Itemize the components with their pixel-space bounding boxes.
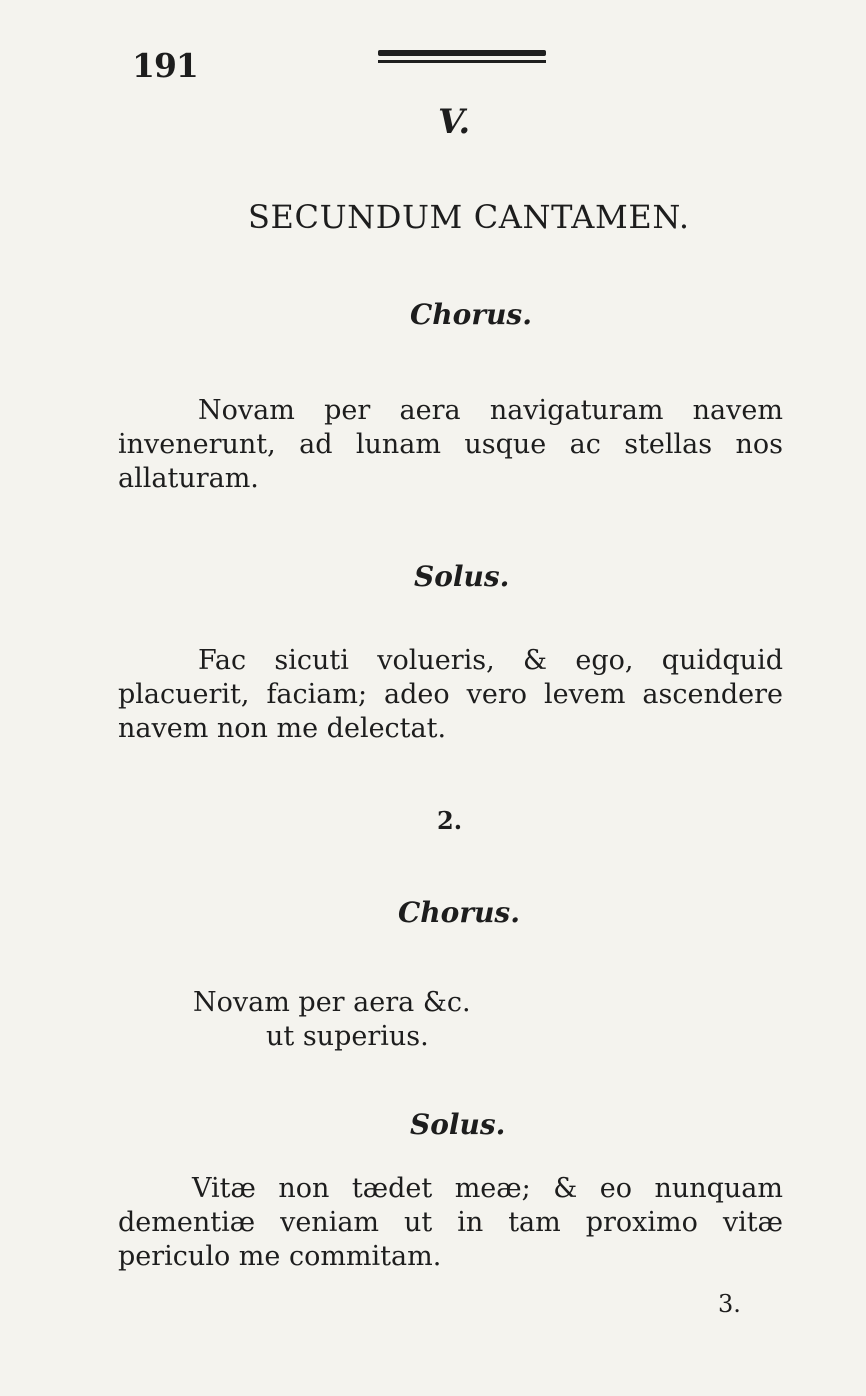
speaker-heading-chorus-1: Chorus. xyxy=(410,298,532,331)
speaker-heading-solus-1: Solus. xyxy=(414,560,510,593)
speaker-heading-chorus-2: Chorus. xyxy=(398,896,520,929)
page-title: SECUNDUM CANTAMEN. xyxy=(248,198,690,236)
verse-line-1: Novam per aera &c. xyxy=(193,987,471,1018)
page-number: 191 xyxy=(132,46,198,85)
catchword: 3. xyxy=(718,1290,741,1318)
header-rule xyxy=(378,50,546,56)
verse-paragraph-3: Vitæ non tædet meæ; & eo nunquam dementiæ veniam ut in tam proximo vitæ periculo me commitam. xyxy=(118,1173,783,1272)
section-numeral: V. xyxy=(438,102,471,142)
verse-paragraph-1: Novam per aera navigaturam navem invenerunt, ad lunam usque ac stellas nos allaturam. xyxy=(118,395,783,494)
verse-line-2: ut superius. xyxy=(266,1021,429,1052)
part-number: 2. xyxy=(437,806,463,835)
verse-paragraph-2: Fac sicuti volueris, & ego, quidquid placuerit, faciam; adeo vero levem ascendere navem non me delectat. xyxy=(118,645,783,744)
speaker-heading-solus-2: Solus. xyxy=(410,1108,506,1141)
